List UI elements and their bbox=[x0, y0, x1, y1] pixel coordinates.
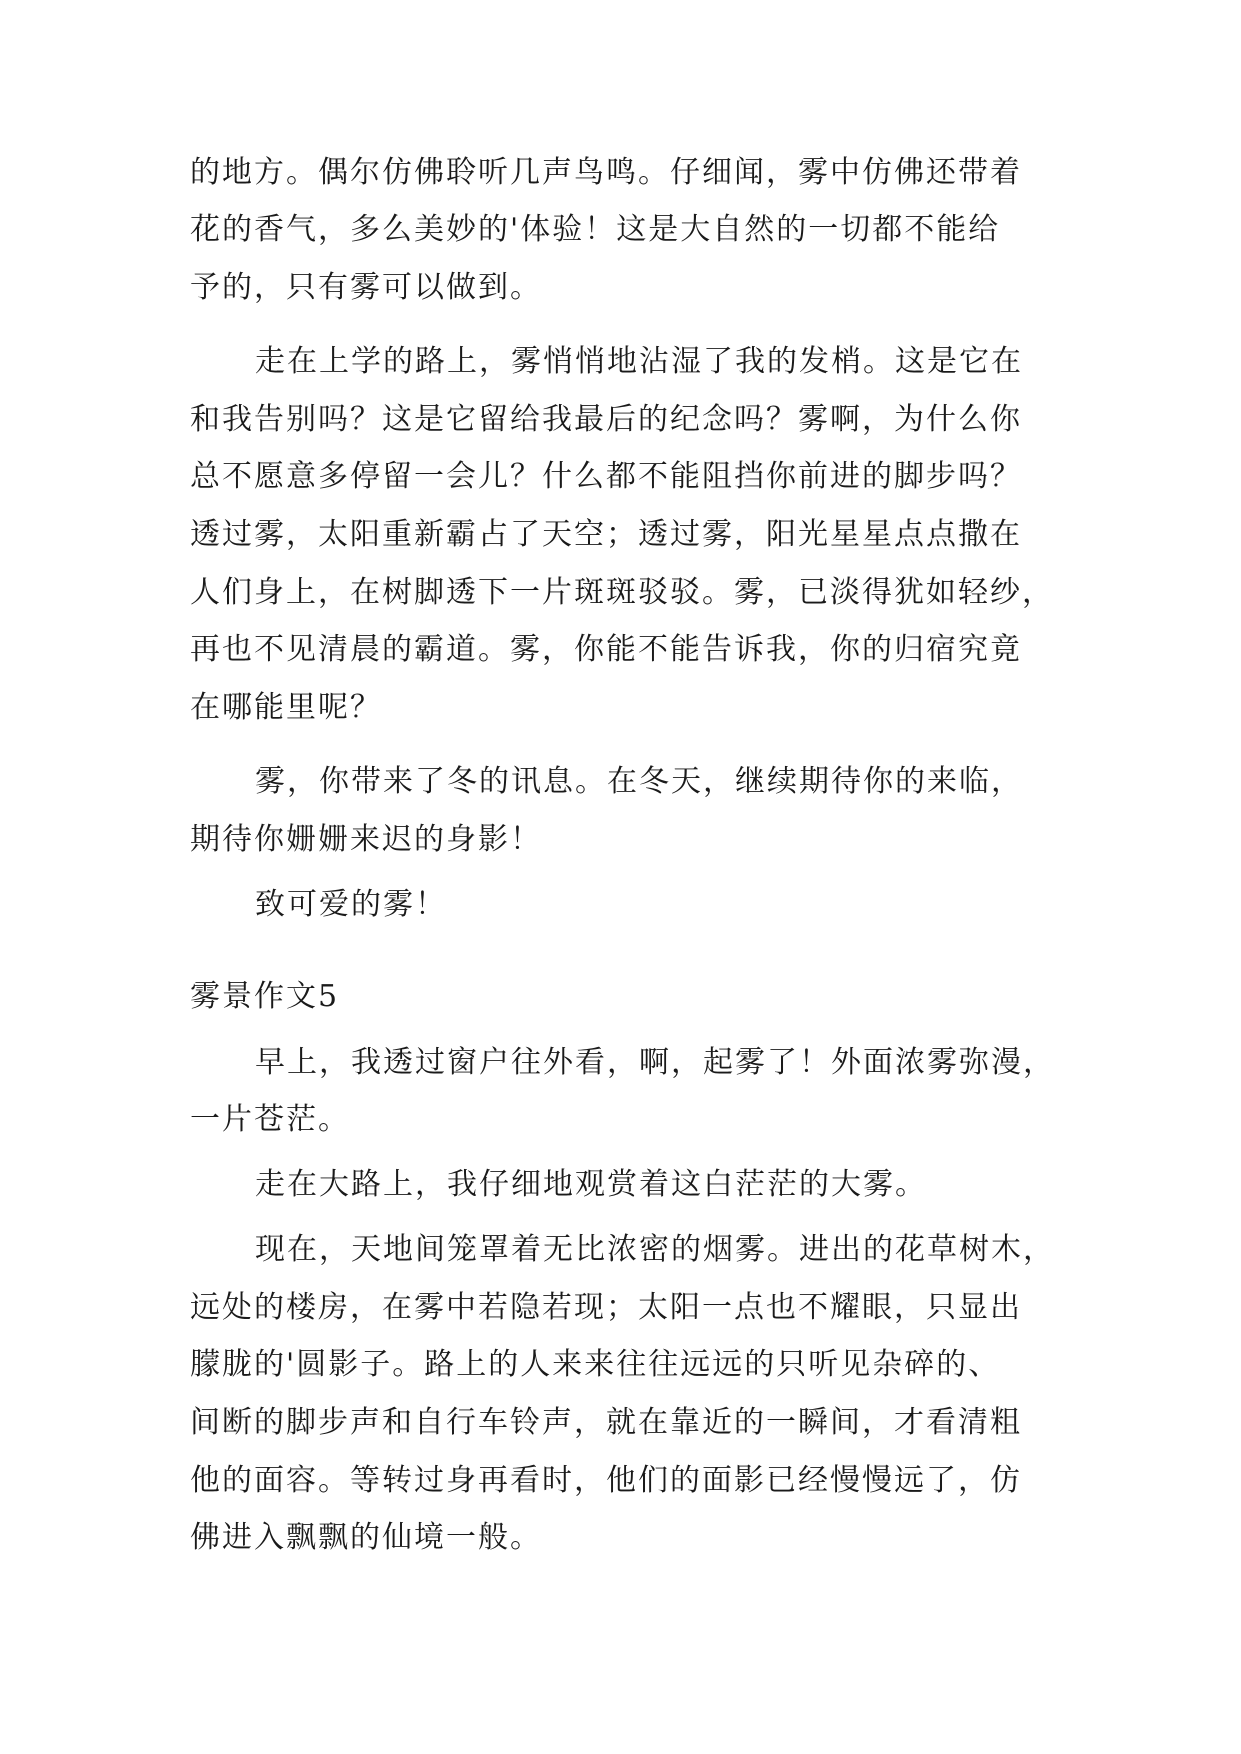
text-line: 总不愿意多停留一会儿？什么都不能阻挡你前进的脚步吗？ bbox=[190, 459, 1022, 494]
text-line: 他的面容。等转过身再看时，他们的面影已经慢慢远了，仿 bbox=[190, 1463, 1022, 1498]
text-line: 透过雾，太阳重新霸占了天空；透过雾，阳光星星点点撒在 bbox=[190, 517, 1022, 552]
text-line: 在哪能里呢？ bbox=[190, 690, 382, 725]
section-heading: 雾景作文5 bbox=[190, 979, 340, 1014]
paragraph-start: 早上，我透过窗户往外看，啊，起雾了！外面浓雾弥漫， bbox=[255, 1045, 1055, 1080]
text-line: 佛进入飘飘的仙境一般。 bbox=[190, 1520, 542, 1555]
text-line: 间断的脚步声和自行车铃声，就在靠近的一瞬间，才看清粗 bbox=[190, 1405, 1022, 1440]
text-line: 人们身上，在树脚透下一片斑斑驳驳。雾，已淡得犹如轻纱， bbox=[190, 575, 1054, 610]
paragraph-start: 现在，天地间笼罩着无比浓密的烟雾。进出的花草树木， bbox=[255, 1232, 1055, 1267]
text-line: 期待你姗姗来迟的身影！ bbox=[190, 822, 542, 857]
text-line: 予的，只有雾可以做到。 bbox=[190, 270, 542, 305]
paragraph-start: 走在大路上，我仔细地观赏着这白茫茫的大雾。 bbox=[255, 1167, 927, 1202]
text-line: 一片苍茫。 bbox=[190, 1102, 350, 1137]
text-line: 远处的楼房，在雾中若隐若现；太阳一点也不耀眼，只显出 bbox=[190, 1290, 1022, 1325]
text-line: 朦胧的'圆影子。路上的人来来往往远远的只听见杂碎的、 bbox=[190, 1347, 1001, 1382]
text-line: 花的香气，多么美妙的'体验！这是大自然的一切都不能给 bbox=[190, 212, 1001, 247]
paragraph-start: 雾，你带来了冬的讯息。在冬天，继续期待你的来临， bbox=[255, 764, 1023, 799]
text-line: 再也不见清晨的霸道。雾，你能不能告诉我，你的归宿究竟 bbox=[190, 632, 1022, 667]
closing-line: 致可爱的雾！ bbox=[255, 887, 447, 922]
paragraph-start: 走在上学的路上，雾悄悄地沾湿了我的发梢。这是它在 bbox=[255, 344, 1023, 379]
text-line: 的地方。偶尔仿佛聆听几声鸟鸣。仔细闻，雾中仿佛还带着 bbox=[190, 155, 1022, 190]
text-line: 和我告别吗？这是它留给我最后的纪念吗？雾啊，为什么你 bbox=[190, 402, 1022, 437]
